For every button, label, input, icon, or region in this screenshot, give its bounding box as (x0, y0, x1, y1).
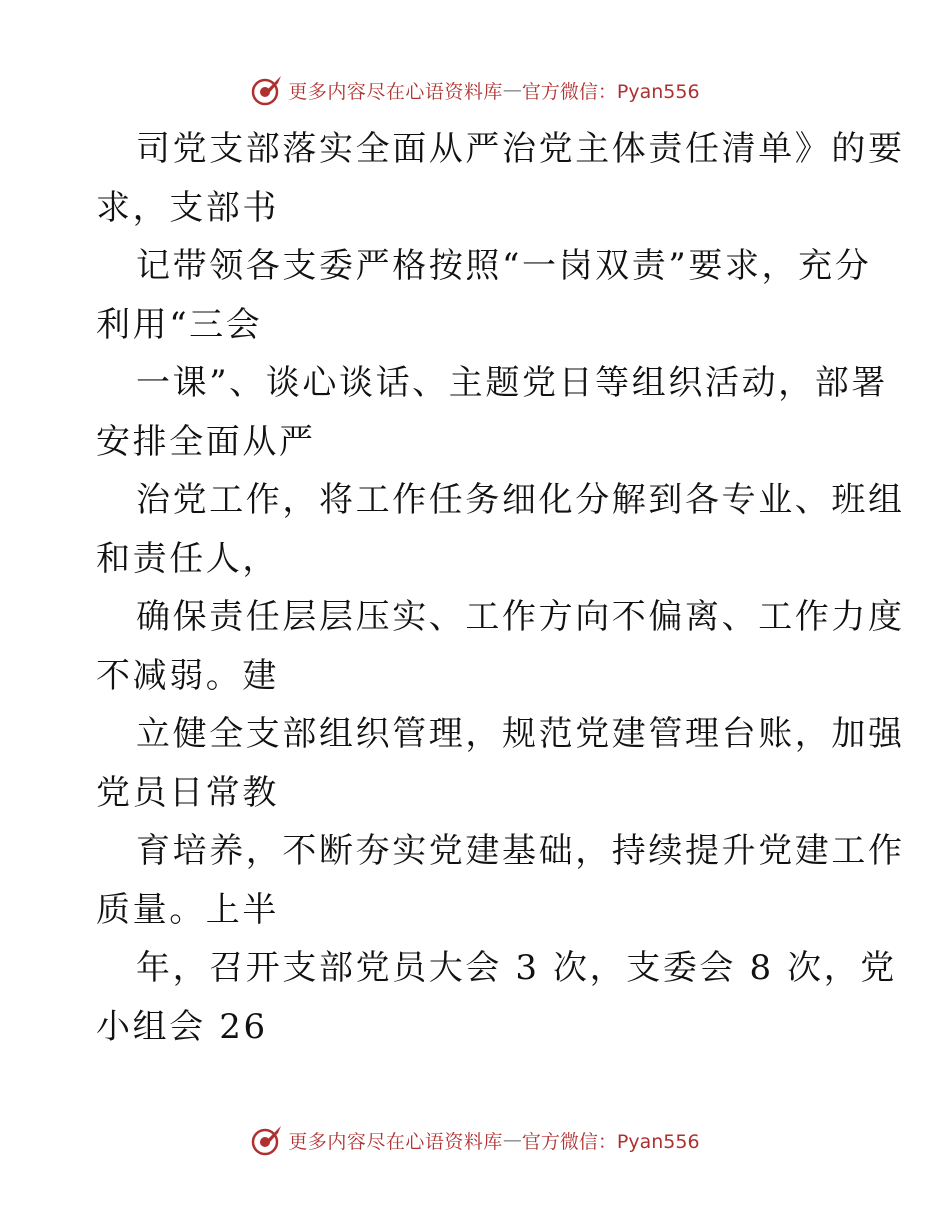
watermark-contact-text: 官方微信：Pyan556 (521, 1130, 700, 1153)
body-line: 党员日常教 (96, 772, 279, 813)
quill-pen-circle-icon (250, 1123, 284, 1157)
body-line: 小组会 26 (96, 1006, 268, 1047)
document-body (96, 120, 905, 1056)
quill-pen-circle-icon (250, 73, 284, 107)
body-line: 确保责任层层压实、工作方向不偏离、工作力度 (136, 597, 905, 637)
body-line: 司党支部落实全面从严治党主体责任清单》的要 (136, 129, 905, 169)
body-line: 求，支部书 (96, 187, 279, 228)
footer-watermark (0, 1120, 950, 1160)
body-line: 育培养，不断夯实党建基础，持续提升党建工作 (136, 831, 905, 871)
body-line: 治党工作，将工作任务细化分解到各专业、班组 (136, 480, 905, 520)
body-line: 不减弱。建 (96, 655, 279, 696)
body-line: 质量。上半 (96, 889, 279, 930)
watermark-brand-text: 更多内容尽在心语资料库 (288, 1130, 503, 1153)
body-line: 和责任人， (96, 538, 279, 579)
body-line: 安排全面从严 (96, 421, 316, 462)
watermark-separator: — (502, 1129, 522, 1151)
body-line: 立健全支部组织管理，规范党建管理台账，加强 (136, 714, 905, 754)
watermark-separator: — (502, 79, 522, 101)
body-line: 记带领各支委严格按照“一岗双责”要求，充分 (136, 246, 872, 286)
body-line: 年，召开支部党员大会 3 次，支委会 8 次，党 (136, 948, 897, 988)
body-line: 利用“三会 (96, 304, 263, 345)
watermark-contact-text: 官方微信：Pyan556 (521, 80, 700, 103)
header-watermark (0, 70, 950, 110)
watermark-brand-text: 更多内容尽在心语资料库 (288, 80, 503, 103)
body-line: 一课”、谈心谈话、主题党日等组织活动，部署 (136, 363, 888, 403)
